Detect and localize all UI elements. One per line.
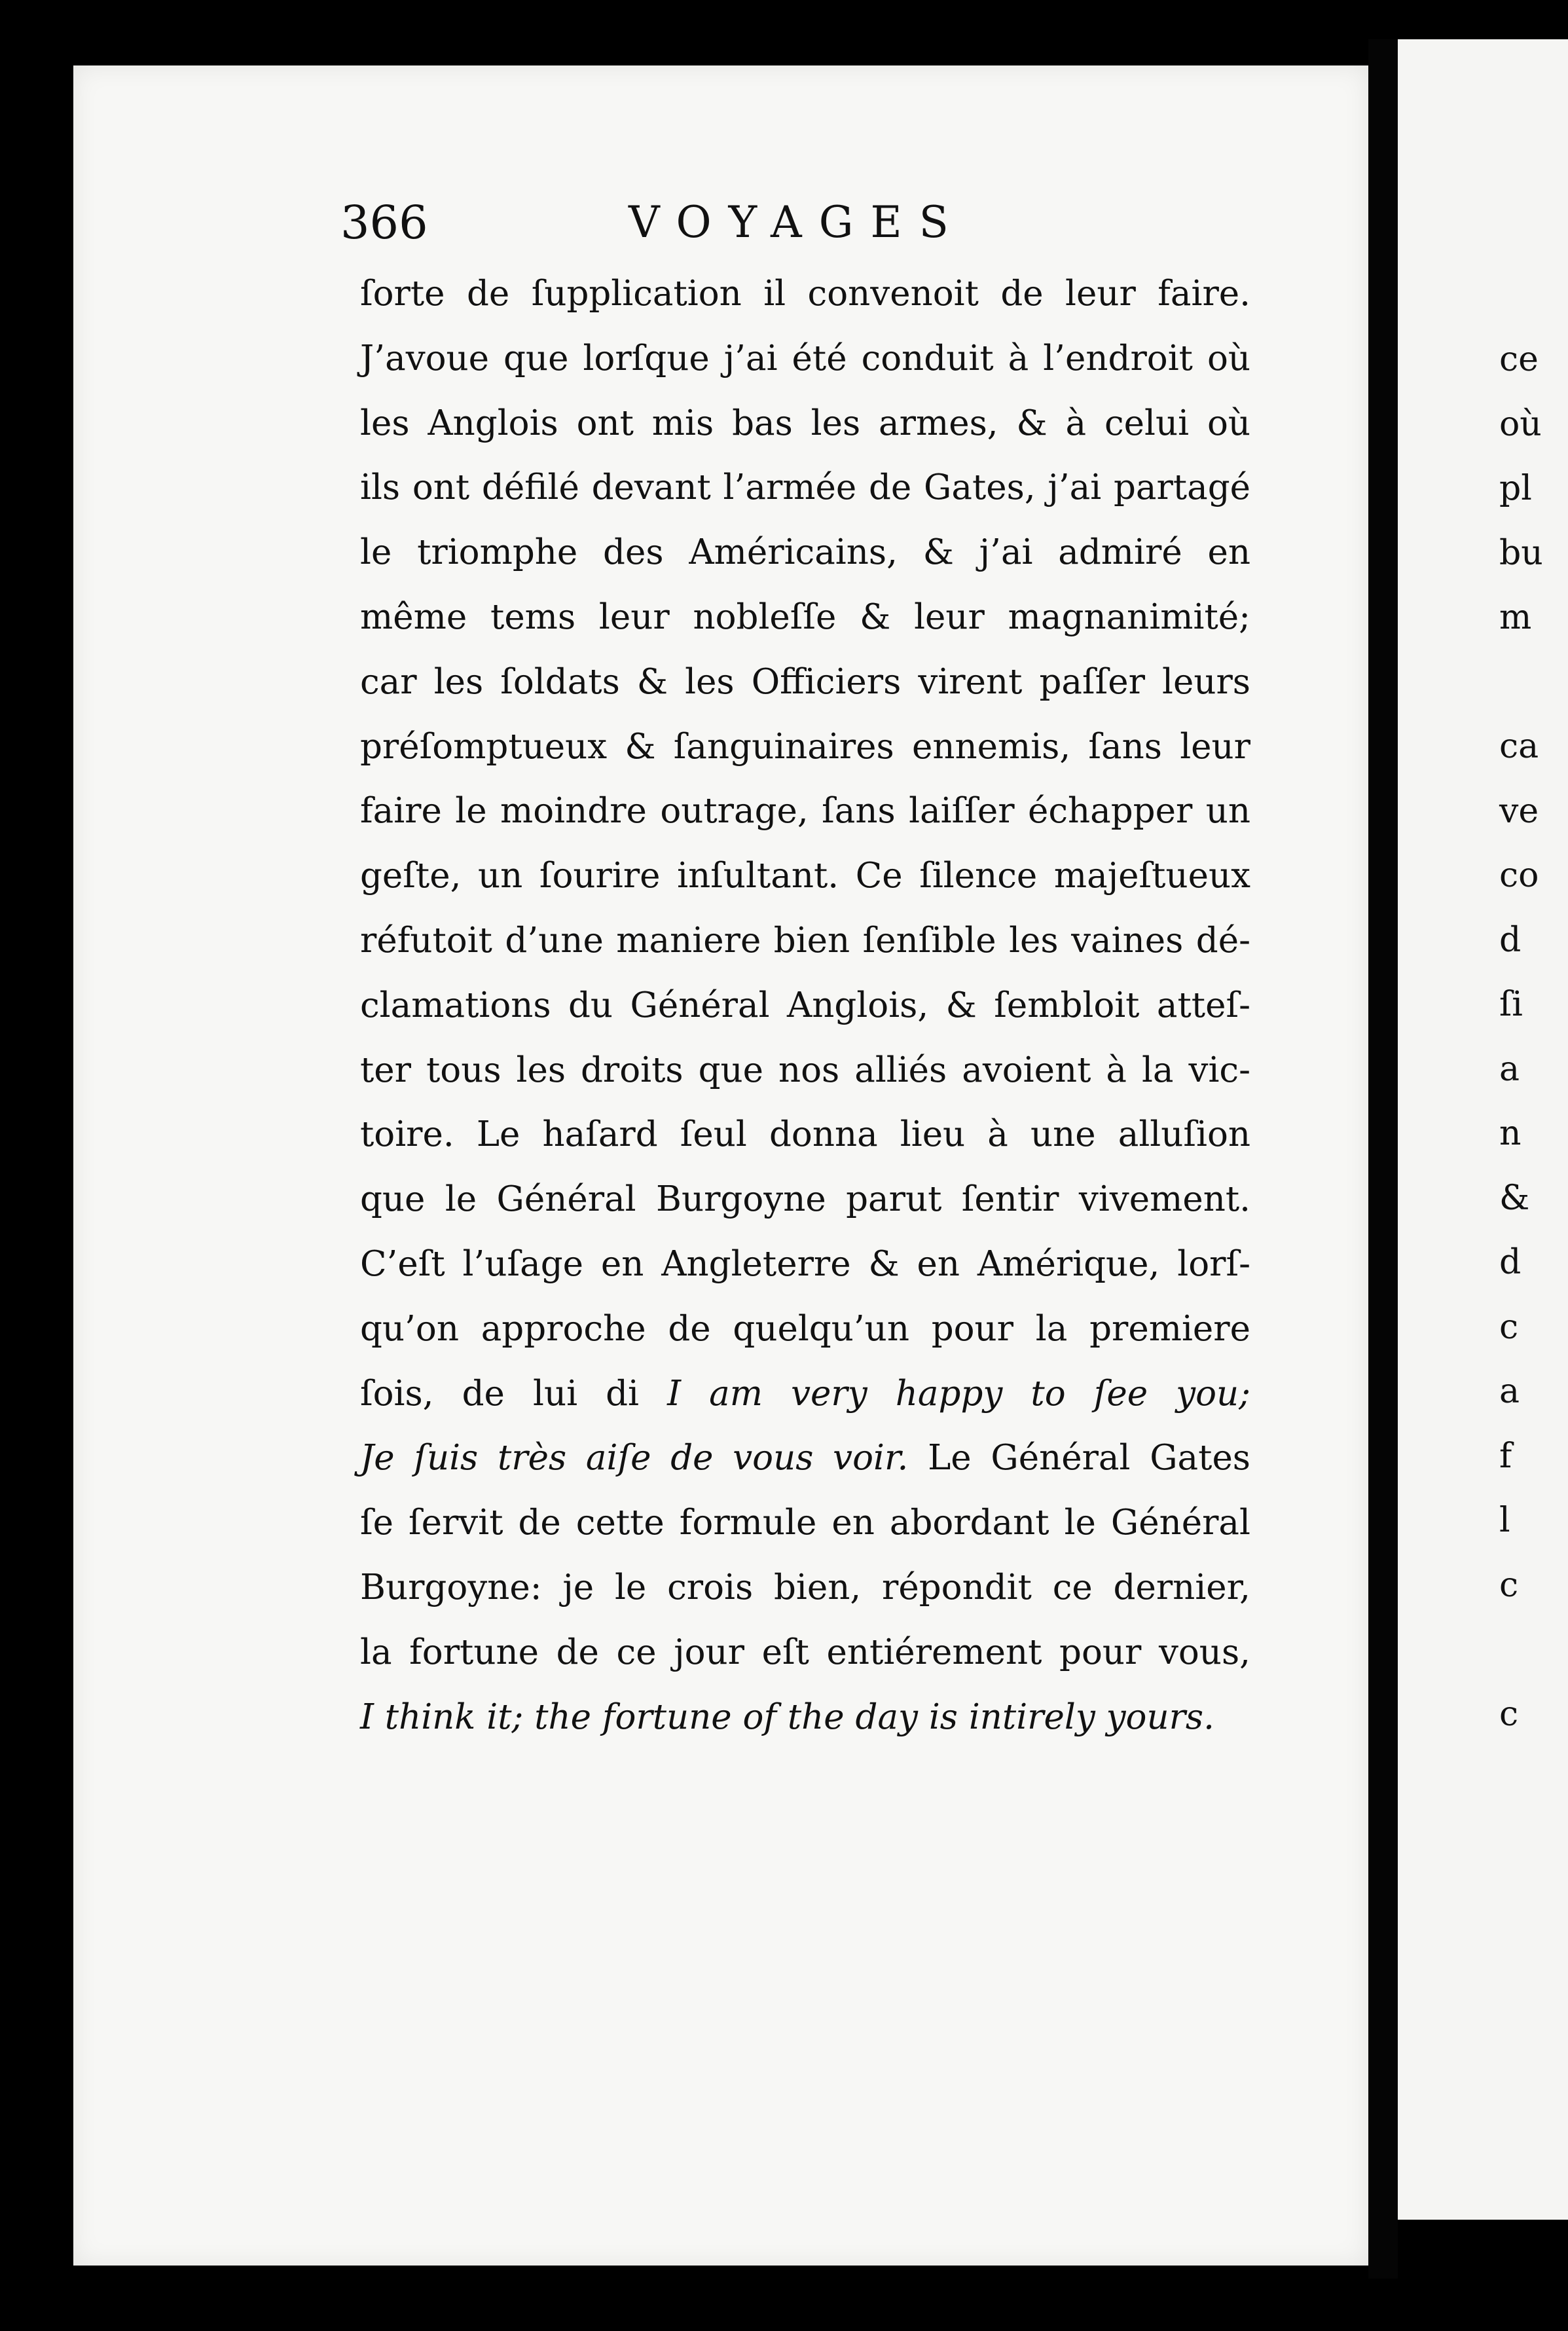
text-line: ſorte de ſupplication il convenoit de leur faire. — [360, 274, 1250, 314]
page-header — [340, 193, 1309, 265]
fragment: a — [1499, 1372, 1520, 1411]
italic-quote: Je ſuis très aiſe de vous voir. — [360, 1438, 909, 1478]
body-text — [360, 262, 1250, 1750]
text-line: J’avoue que lorſque j’ai été conduit à l’endroit où — [360, 338, 1250, 378]
text-line: C’eſt l’uſage en Angleterre & en Amérique, lorſ- — [360, 1243, 1250, 1284]
fragment: n — [1499, 1114, 1522, 1153]
text-line: Burgoyne: je le crois bien, répondit ce dernier, — [360, 1567, 1250, 1607]
text-line-mixed — [360, 1426, 1250, 1491]
text-line: le triomphe des Américains, & j’ai admiré en — [360, 532, 1250, 573]
italic-quote-line: I think it; the fortune of the day is intirely yours. — [360, 1697, 1214, 1737]
fragment: où — [1499, 404, 1542, 444]
text-line: faire le moindre outrage, ſans laiſſer échapper un — [360, 791, 1250, 832]
text-line: les Anglois ont mis bas les armes, & à celui où — [360, 403, 1250, 443]
fragment: d — [1499, 1243, 1522, 1282]
running-head: VOYAGES — [629, 197, 966, 248]
text-line: car les ſoldats & les Officiers virent paſſer leurs — [360, 661, 1250, 702]
text-line-mixed — [360, 1362, 1250, 1427]
fragment: co — [1499, 856, 1539, 895]
fragment: & — [1499, 1178, 1530, 1218]
text-line: qu’on approche de quelqu’un pour la premiere — [360, 1308, 1250, 1349]
text-line: réfutoit d’une maniere bien ſenſible les vaines dé- — [360, 920, 1250, 961]
page-number: 366 — [340, 196, 428, 249]
fragment: c — [1499, 1307, 1519, 1347]
fragment: d — [1499, 920, 1522, 960]
right-page-text-fragments — [1499, 327, 1543, 1746]
fragment: l — [1499, 1501, 1510, 1540]
fragment: c — [1499, 1565, 1519, 1605]
italic-quote: I am very happy to ſee you; — [667, 1373, 1250, 1414]
fragment: a — [1499, 1049, 1520, 1089]
text-line: clamations du Général Anglois, & ſembloit atteſ- — [360, 985, 1250, 1025]
text-line: même tems leur nobleſſe & leur magnanimité; — [360, 597, 1250, 637]
fragment: bu — [1499, 533, 1543, 573]
text-line: préſomptueux & ſanguinaires ennemis, ſans leur — [360, 726, 1250, 767]
text-line: toire. Le haſard ſeul donna lieu à une alluſion — [360, 1114, 1250, 1155]
text-line: ſe ſervit de cette formule en abordant le Général — [360, 1503, 1250, 1543]
fragment: ſi — [1499, 985, 1523, 1024]
book-spine — [1368, 39, 1398, 2279]
fragment: m — [1499, 598, 1532, 637]
text-line: ils ont défilé devant l’armée de Gates, j’ai partagé — [360, 468, 1250, 508]
text-line: geſte, un ſourire inſultant. Ce ſilence majeſtueux — [360, 856, 1250, 896]
fragment — [1499, 1617, 1543, 1682]
fragment: ce — [1499, 340, 1539, 379]
text-line: ter tous les droits que nos alliés avoient à la vic- — [360, 1050, 1250, 1090]
roman-text: Le Général Gates — [928, 1438, 1251, 1478]
fragment: f — [1499, 1436, 1512, 1476]
text-line: que le Général Burgoyne parut ſentir vivement. — [360, 1179, 1250, 1220]
text-line: la fortune de ce jour eſt entiérement pour vous, — [360, 1632, 1250, 1672]
fragment: pl — [1499, 469, 1532, 508]
roman-text: ſois, de lui di — [360, 1373, 640, 1414]
fragment: ca — [1499, 727, 1539, 766]
fragment: c — [1499, 1694, 1519, 1734]
fragment — [1499, 650, 1543, 715]
fragment: ve — [1499, 791, 1539, 831]
